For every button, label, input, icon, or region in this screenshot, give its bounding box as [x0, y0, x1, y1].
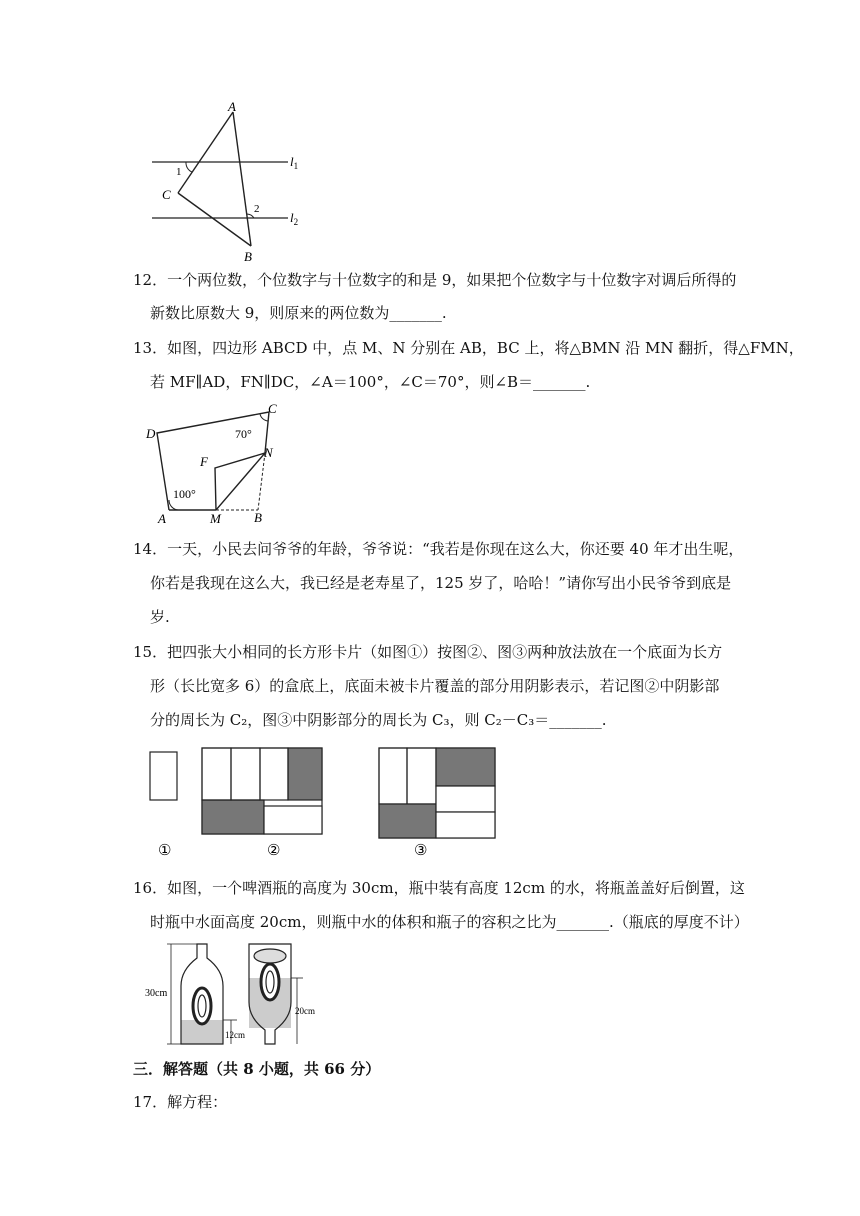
label-d: D	[146, 426, 156, 441]
segment-ac	[178, 112, 233, 193]
label-20cm: 20cm	[295, 1006, 315, 1016]
q13-number: 13．	[133, 339, 168, 357]
q16-text-1: 如图，一个啤酒瓶的高度为 30cm，瓶中装有高度 12cm 的水，将瓶盖盖好后倒置，这	[167, 879, 745, 897]
figure-parallel-lines	[140, 98, 320, 268]
figure-beer-bottles	[145, 938, 325, 1058]
angle-1-arc	[186, 162, 192, 172]
shaded-region-3a	[436, 748, 495, 786]
segment-ab	[233, 112, 251, 246]
label-angle-a: 100°	[173, 487, 196, 501]
q15-number: 15．	[133, 643, 168, 661]
section-3-heading: 三．解答题（共 8 小题，共 66 分）	[133, 1060, 381, 1078]
box-figure-3	[379, 748, 495, 838]
label-a: A	[228, 99, 236, 114]
triangle-fmn	[215, 453, 265, 510]
bottle-inverted	[249, 944, 291, 1044]
label-figure-1: ①	[158, 843, 172, 859]
label-angle-2: 2	[254, 203, 260, 215]
q14-text-1: 一天，小民去问爷爷的年龄，爷爷说：“我若是你现在这么大，你还要 40 年才出生呢，	[167, 540, 744, 558]
q16-number: 16．	[133, 879, 168, 897]
segment-nb-dashed	[258, 453, 265, 510]
label-l1: $l_1$	[290, 154, 299, 171]
label-l2: $l_2$	[290, 210, 299, 227]
q17-line: 17．解方程：	[133, 1093, 228, 1111]
label-30cm: 30cm	[145, 988, 168, 999]
q12-number: 12．	[133, 271, 168, 289]
label-f: F	[200, 454, 208, 469]
box-figure-2	[202, 748, 322, 834]
label-b: B	[244, 249, 252, 264]
angle-a-arc	[169, 500, 178, 510]
segment-cb	[178, 193, 251, 246]
q13-line-2: 若 MF∥AD，FN∥DC，∠A＝100°，∠C＝70°，则∠B＝_______.	[150, 373, 591, 391]
q15-text-1: 把四张大小相同的长方形卡片（如图①）按图②、图③两种放法放在一个底面为长方	[167, 643, 723, 661]
shaded-region-2a	[288, 748, 322, 800]
q15-line-3: 分的周长为 C₂，图③中阴影部分的周长为 C₃，则 C₂－C₃＝_______.	[150, 711, 607, 729]
q14-line-2: 你若是我现在这么大，我已经是老寿星了，125 岁了，哈哈！”请你写出小民爷爷到底是	[150, 574, 732, 592]
bottle-upright	[181, 944, 223, 1044]
label-figure-2: ②	[267, 843, 281, 859]
q12-line-1	[133, 270, 736, 290]
label-angle-1: 1	[176, 166, 182, 178]
q14-line-3: 岁.	[150, 608, 170, 626]
label-c: C	[268, 401, 277, 416]
figure-quadrilateral	[140, 398, 300, 528]
label-c: C	[162, 187, 171, 202]
label-a: A	[158, 511, 166, 526]
q12-line-2: 新数比原数大 9，则原来的两位数为_______.	[150, 304, 447, 322]
label-12cm: 12cm	[225, 1030, 245, 1040]
q14-number: 14．	[133, 540, 168, 558]
label-angle-c: 70°	[235, 427, 252, 441]
label-m: M	[210, 511, 221, 526]
q15-line-2: 形（长比宽多 6）的盒底上，底面未被卡片覆盖的部分用阴影表示，若记图②中阴影部	[150, 677, 720, 695]
angle-c-arc	[260, 414, 268, 421]
q16-line-1	[133, 878, 745, 898]
label-figure-3: ③	[414, 843, 428, 859]
q16-line-2: 时瓶中水面高度 20cm，则瓶中水的体积和瓶子的容积之比为_______.（瓶底的厚度不计）	[150, 913, 749, 931]
q14-line-1	[133, 539, 743, 559]
q13-line-1	[133, 338, 804, 358]
q12-text-1: 一个两位数，个位数字与十位数字的和是 9，如果把个位数字与十位数字对调后所得的	[167, 271, 737, 289]
figure-rectangle-cards	[140, 742, 510, 860]
label-b: B	[254, 510, 262, 525]
q13-text-1: 如图，四边形 ABCD 中，点 M、N 分别在 AB，BC 上，将△BMN 沿 MN 翻折，得△FMN，	[167, 339, 804, 357]
q15-line-1	[133, 642, 722, 662]
shaded-region-2b	[202, 800, 264, 834]
angle-2-arc	[247, 214, 254, 218]
label-n: N	[264, 445, 273, 460]
card-figure-1	[150, 752, 177, 800]
shaded-region-3b	[379, 804, 436, 838]
